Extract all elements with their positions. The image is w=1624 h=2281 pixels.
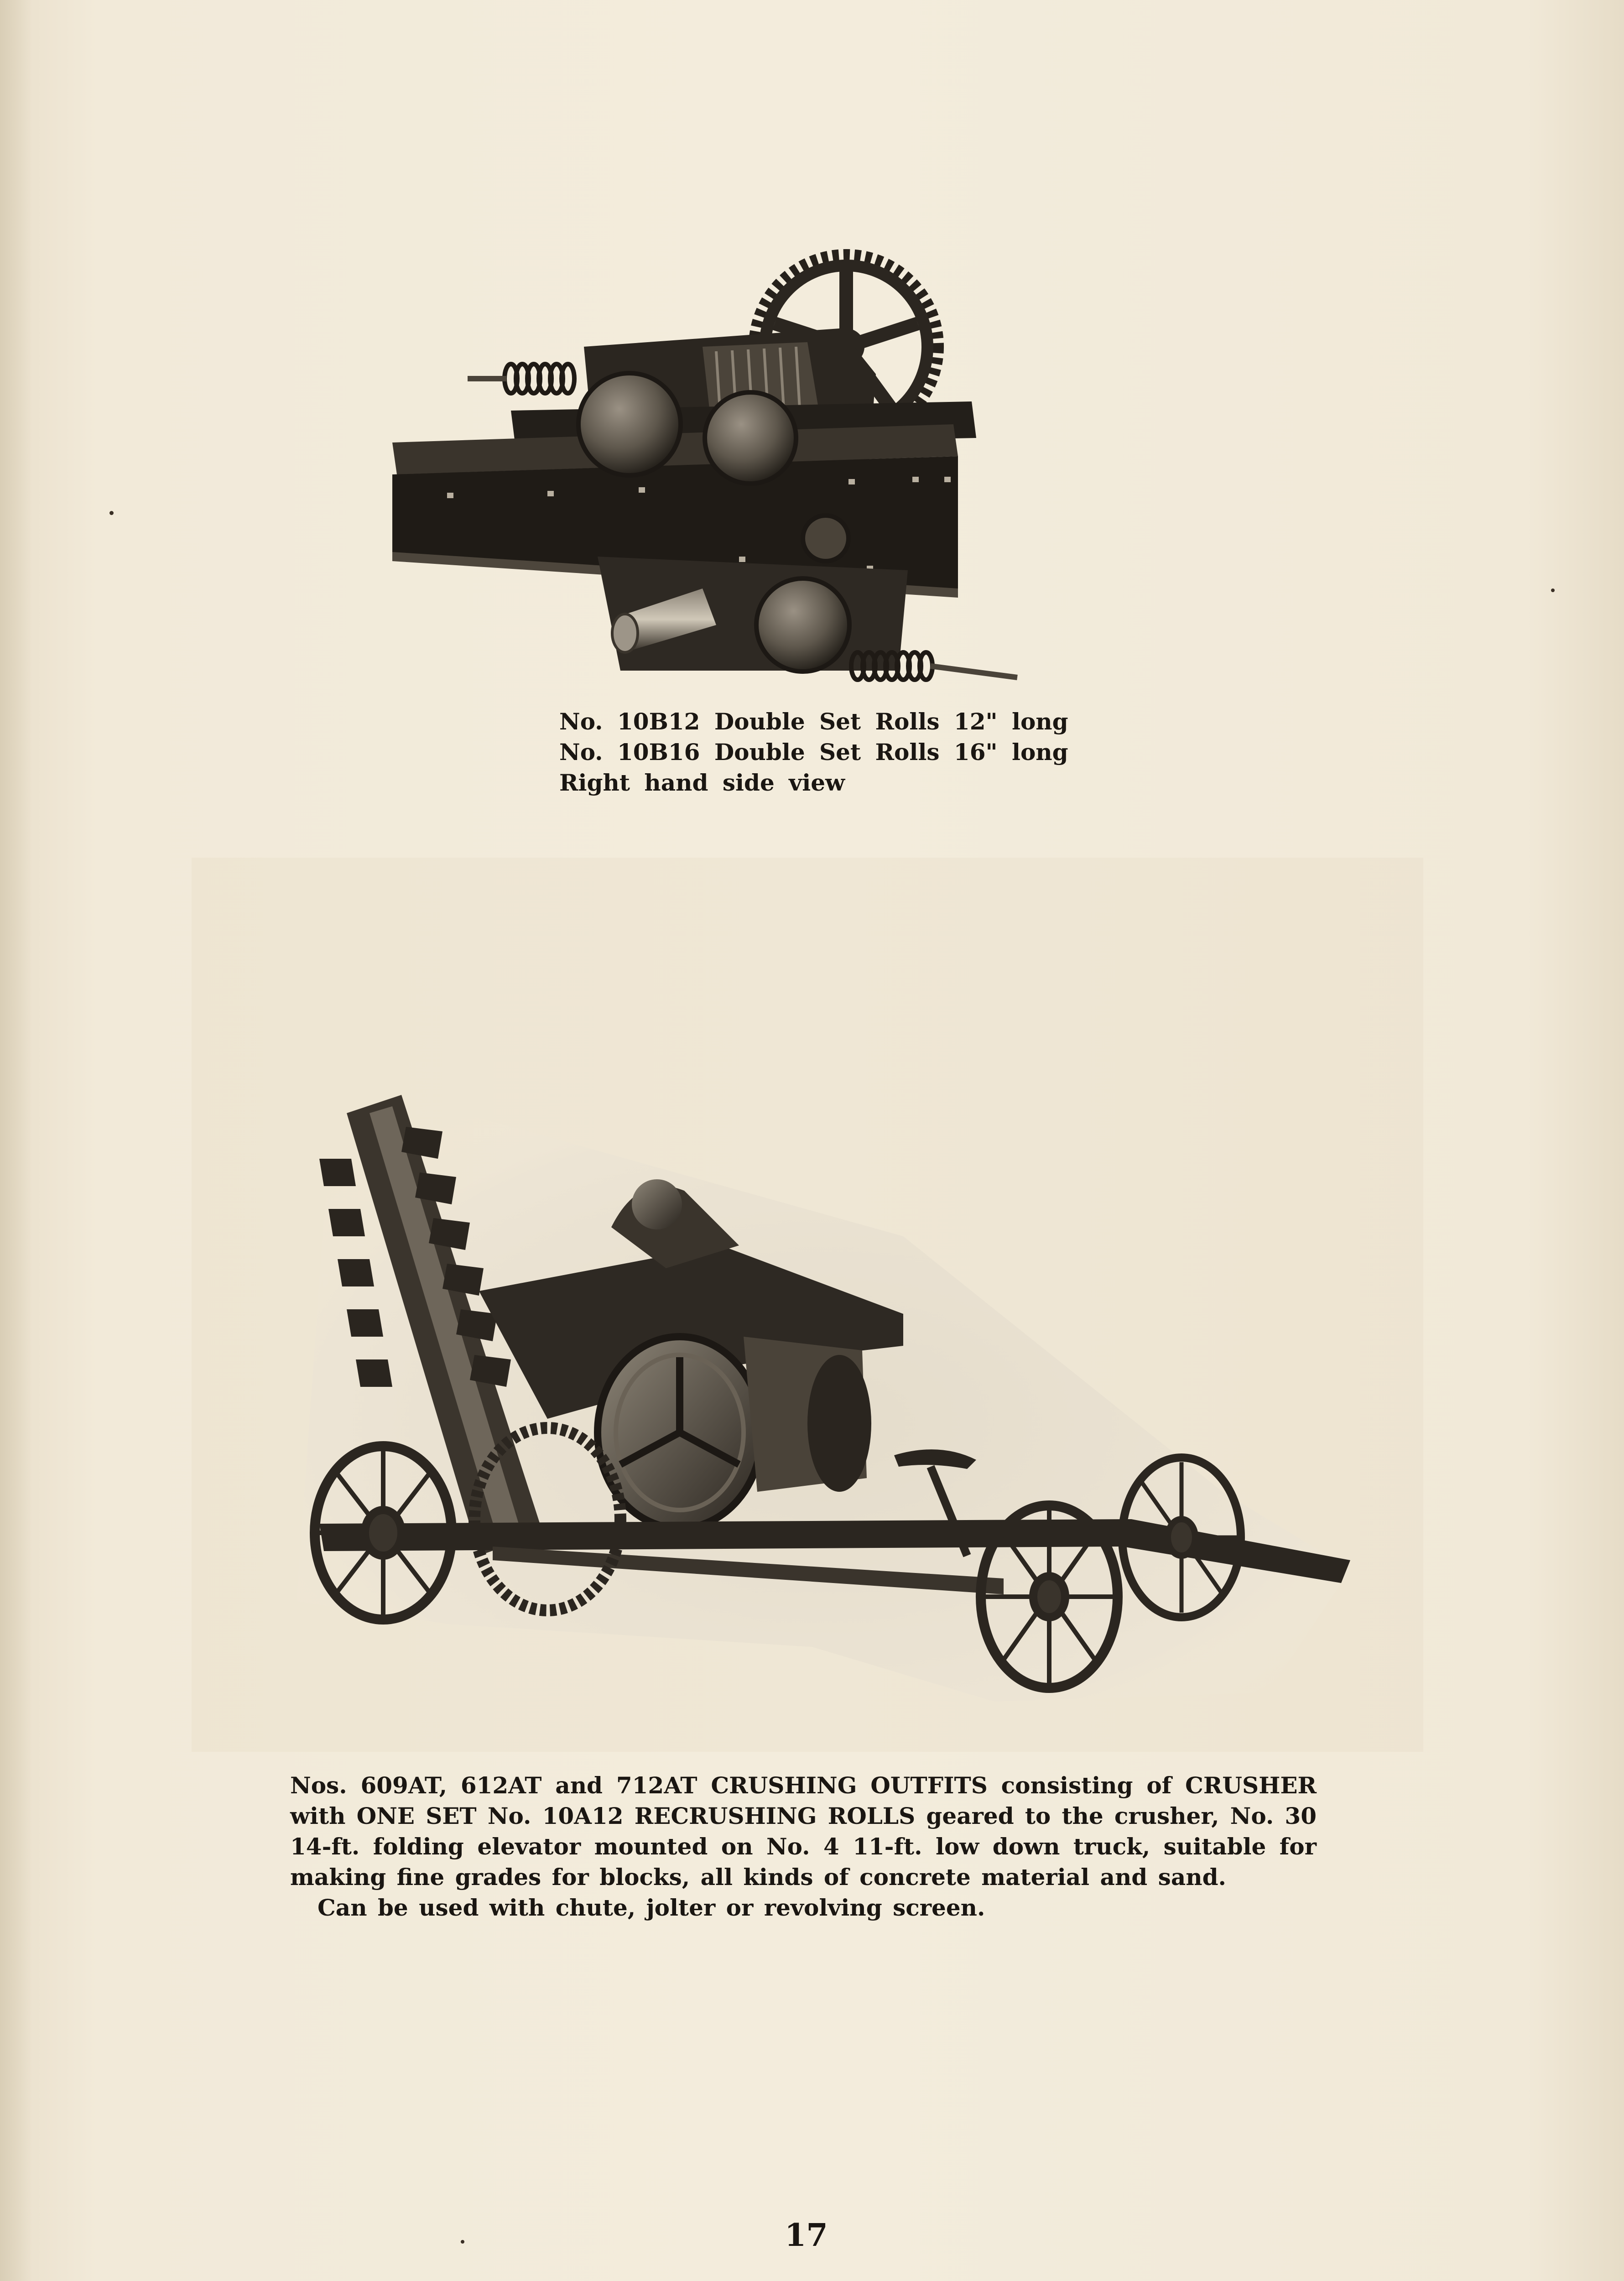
rolls-caption-line: No. 10B12 Double Set Rolls 12" long xyxy=(559,708,1068,735)
outfit-caption-text: Nos. 609AT, 612AT and 712AT CRUSHING OUTFITS consisting of CRUSHER with ONE SET No. 10A12 RECRUSHING ROLLS geared to the crusher, No. 30 14-ft. folding elevator mounted on No. 4 11-ft. low down truck, suitable for making fine grades for blocks, all kinds of concrete material and sand. xyxy=(290,1772,1317,1890)
paper-speck xyxy=(461,2240,464,2244)
rolls-caption-line: No. 10B16 Double Set Rolls 16" long xyxy=(559,739,1068,766)
paper-speck xyxy=(109,511,114,515)
outfit-caption-note: Can be used with chute, jolter or revolving screen. xyxy=(318,1894,985,1921)
outfit-caption xyxy=(290,1770,1317,1923)
double-set-rolls-illustration xyxy=(383,237,1026,693)
paper-speck xyxy=(1551,588,1555,592)
page-number: 17 xyxy=(785,2217,828,2254)
rolls-caption xyxy=(559,706,1068,798)
page-spine-shadow xyxy=(0,0,32,2281)
rolls-caption-line: Right hand side view xyxy=(559,769,845,796)
crushing-outfit-illustration xyxy=(265,1054,1359,1765)
